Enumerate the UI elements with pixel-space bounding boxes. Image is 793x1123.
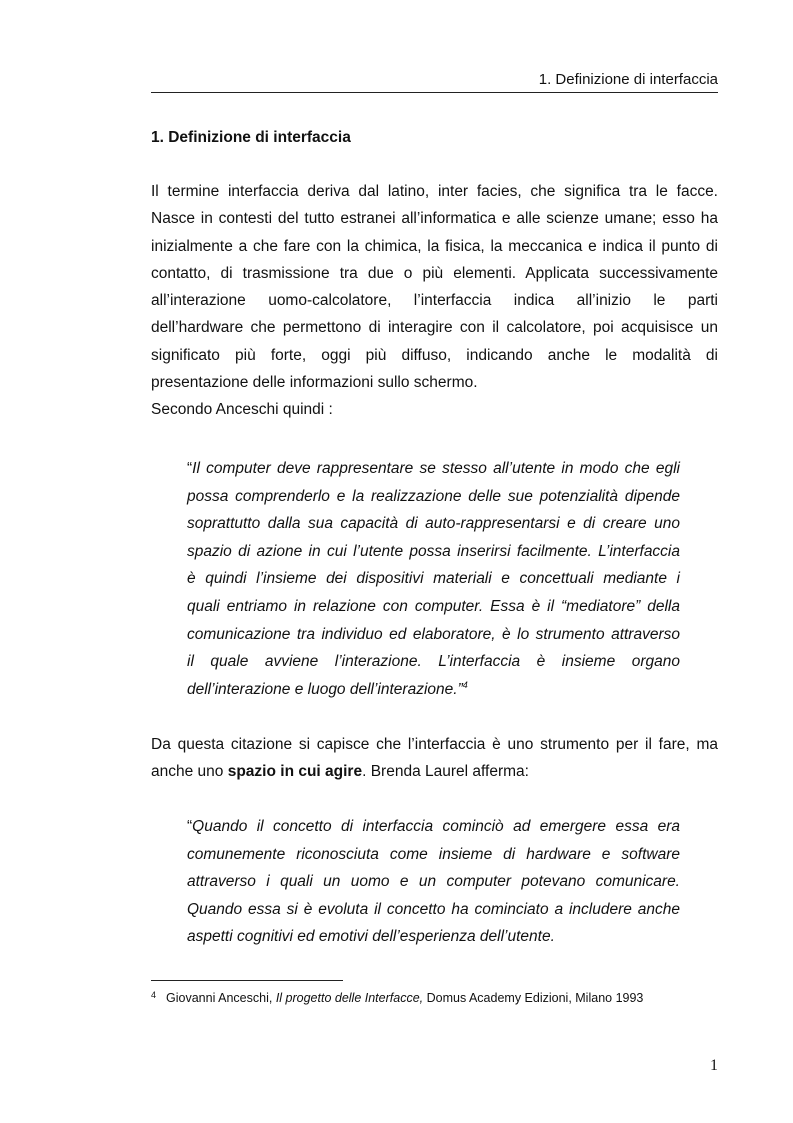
quote-line: il quale avviene l’interazione. L’interfaccia è insieme organo [187, 653, 680, 671]
quote-line: Quando essa si è evoluta il concetto ha cominciato a includere anche [187, 900, 680, 918]
quote-line: soprattutto dalla sua capacità di auto-rappresentarsi e di creare uno [187, 515, 680, 533]
section-title: 1. Definizione di interfaccia [151, 129, 351, 146]
footnote-title: Il progetto delle Interfacce, [275, 991, 424, 1005]
quote-line: comunemente riconosciuta come insieme di hardware e software [187, 845, 680, 863]
footnote-number: 4 [151, 990, 157, 1000]
paragraph-line: significato più forte, oggi più diffuso, indicando anche le modalità di [151, 346, 718, 364]
paragraph-line: presentazione delle informazioni sullo schermo. [151, 374, 478, 392]
footnote-reference[interactable]: 4 [462, 679, 468, 690]
quote-line: è quindi l’insieme dei dispositivi materiali e concettuali mediante i [187, 570, 680, 588]
paragraph-line: inizialmente a che fare con la chimica, la fisica, la meccanica e indica il punto di [151, 237, 718, 255]
paragraph-line: Da questa citazione si capisce che l’interfaccia è uno strumento per il fare, ma [151, 736, 718, 753]
quote-open-mark: “ [187, 460, 193, 477]
paragraph-intro [151, 178, 718, 424]
paragraph-laurel-intro [151, 731, 718, 786]
paragraph-line: Secondo Anceschi quindi : [151, 401, 333, 419]
paragraph-line: dell’hardware che permettono di interagire con il calcolatore, poi acquisisce un [151, 319, 718, 337]
quote-line-text: Il computer deve rappresentare se stesso all’utente in modo che egli [192, 460, 680, 477]
running-header: 1. Definizione di interfaccia [538, 71, 718, 88]
quote-line [187, 813, 680, 841]
quote-line: aspetti cognitivi ed emotivi dell’esperienza dell’utente. [187, 928, 555, 946]
quote-line-text: dell’interazione e luogo dell’interazione.” [187, 680, 463, 698]
page-number: 1 [710, 1057, 718, 1074]
quote-line: spazio di azione in cui l’utente possa inserirsi facilmente. L’interfaccia [187, 542, 680, 560]
paragraph-line: all’interazione uomo-calcolatore, l’interfaccia indica all’inizio le parti [151, 292, 718, 310]
blockquote-anceschi [187, 455, 680, 703]
quote-line: quali entriamo in relazione con computer. Essa è il “mediatore” della [187, 597, 680, 615]
paragraph-line: Il termine interfaccia deriva dal latino, inter facies, che significa tra le facce. [151, 183, 718, 200]
paragraph-line: contatto, di trasmissione tra due o più elementi. Applicata successivamente [151, 264, 718, 282]
emphasis-bold: spazio in cui agire [227, 763, 363, 781]
paragraph-text: . Brenda Laurel afferma: [362, 763, 529, 781]
header-rule [151, 92, 718, 93]
paragraph-line: Nasce in contesti del tutto estranei all’informatica e alle scienze umane; esso ha [151, 210, 718, 228]
paragraph-line [151, 758, 718, 785]
paragraph-text: anche uno [151, 763, 228, 781]
footnote-rule [151, 980, 343, 981]
blockquote-laurel [187, 813, 680, 951]
quote-line-text: Quando il concetto di interfaccia cominciò ad emergere essa era [192, 818, 680, 835]
footnote [151, 987, 718, 1006]
quote-open-mark: “ [187, 818, 193, 835]
quote-line: attraverso i quali un uomo e un computer potevano comunicare. [187, 873, 680, 891]
quote-line [187, 455, 680, 483]
quote-line: comunicazione tra individuo ed elaboratore, è lo strumento attraverso [187, 625, 680, 643]
quote-line: possa comprenderlo e la realizzazione delle sue potenzialità dipende [187, 487, 680, 505]
footnote-publisher: Domus Academy Edizioni, Milano 1993 [423, 991, 644, 1005]
quote-line [187, 676, 680, 704]
footnote-author: Giovanni Anceschi, [166, 991, 276, 1005]
